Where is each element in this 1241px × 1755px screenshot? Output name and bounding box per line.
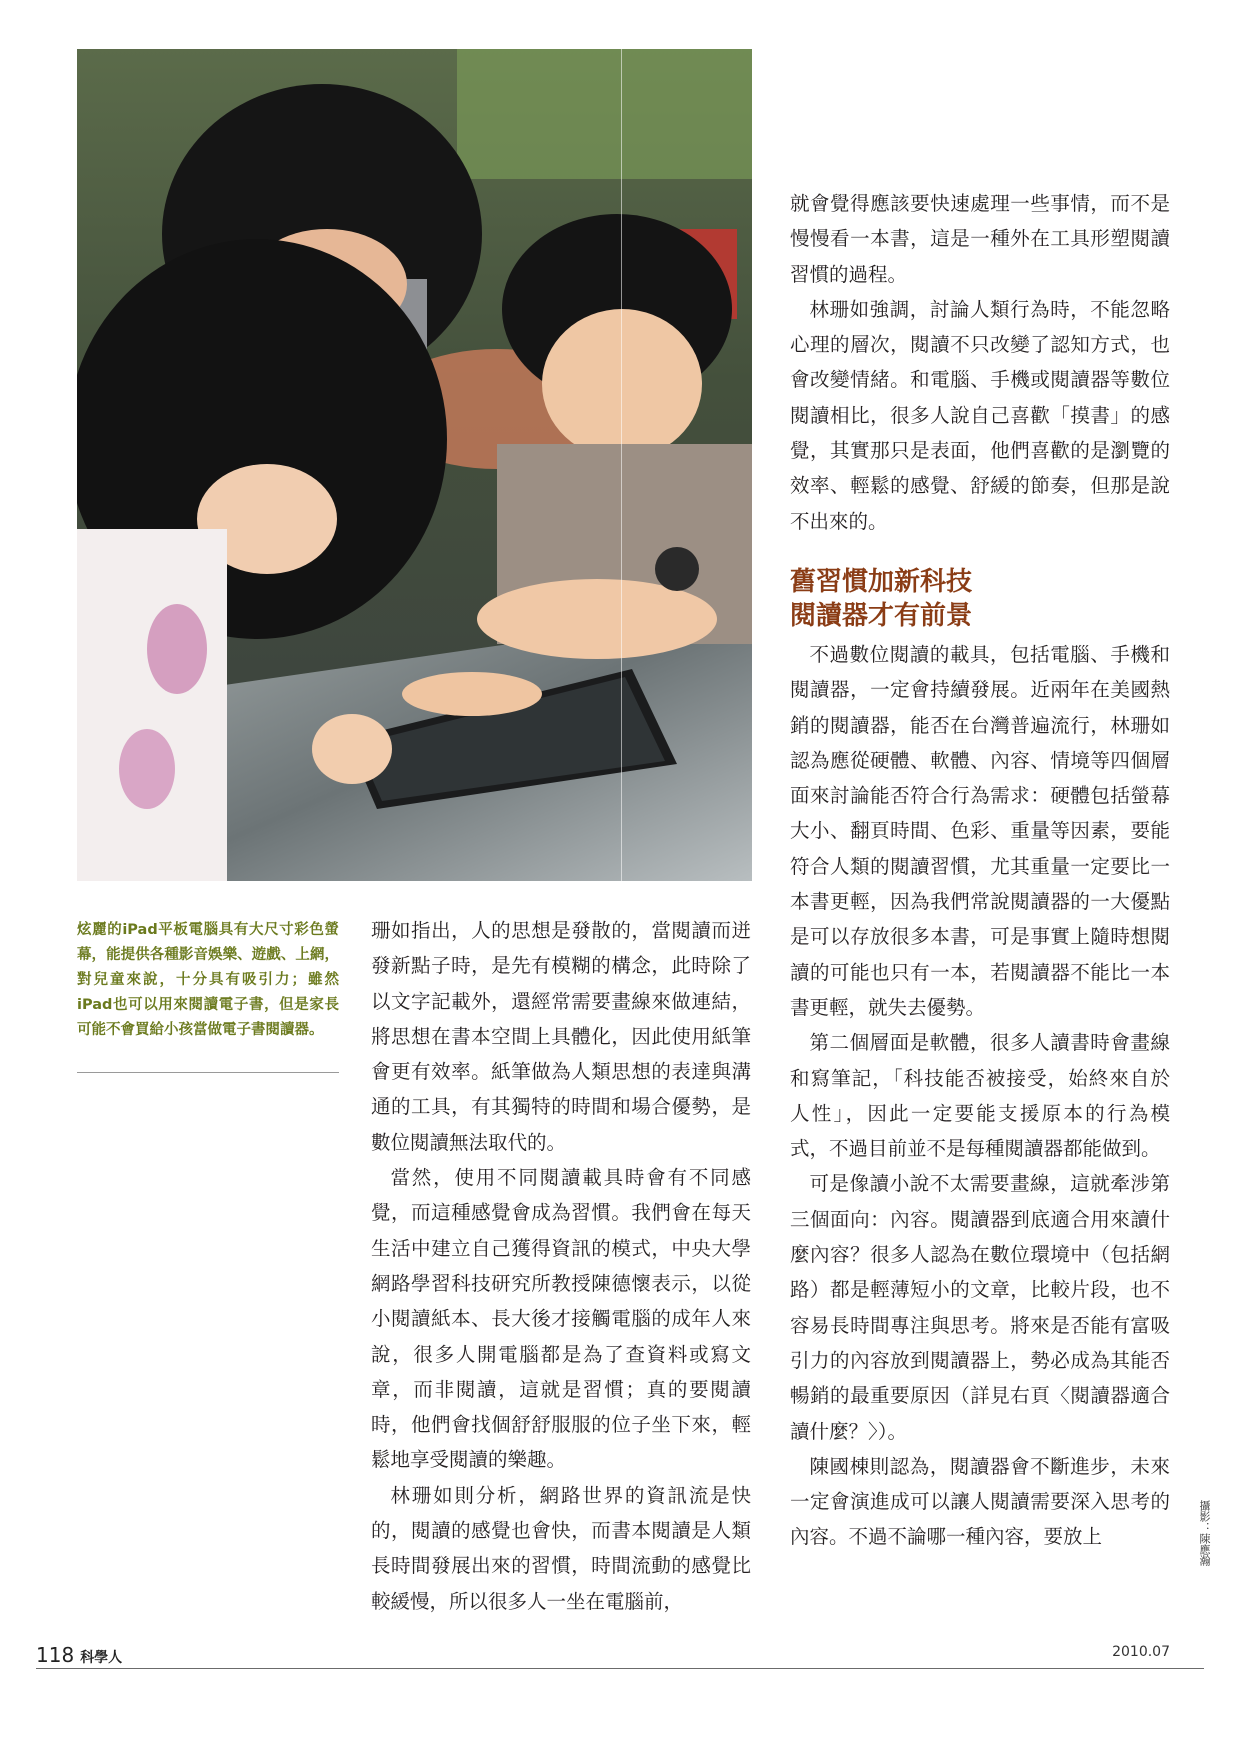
photo-credit: 攝影：陳應瀚 [1198,1500,1211,1566]
heading-line: 閱讀器才有前景 [790,601,973,631]
paragraph: 第二個層面是軟體，很多人讀書時會畫線和寫筆記，「科技能否被接受，始終來自於人性」，因此一定要能支援原本的行為模式，不過目前並不是每種閱讀器都能做到。 [790,1031,1170,1161]
children-tablet-photo [77,49,752,881]
magazine-name: 科學人 [80,1650,123,1666]
photo-fold-line [621,49,622,881]
paragraph: 就會覺得應該要快速處理一些事情，而不是慢慢看一本書，這是一種外在工具形塑閱讀習慣的過程。 [790,192,1170,286]
section-heading [790,565,1170,633]
page-number: 118 [36,1643,75,1667]
paragraph: 林珊如強調，討論人類行為時，不能忽略心理的層次，閱讀不只改變了認知方式，也會改變情緒。和電腦、手機或閱讀器等數位閱讀相比，很多人說自己喜歡「摸書」的感覺，其實那只是表面，他們喜歡的是瀏覽的效率、輕鬆的感覺、舒緩的節奏，但那是說不出來的。 [790,297,1170,533]
issue-date: 2010.07 [1112,1644,1170,1660]
heading-line: 舊習慣加新科技 [790,567,973,597]
paragraph: 可是像讀小說不太需要畫線，這就牽涉第三個面向：內容。閱讀器到底適合用來讀什麼內容？很多人認為在數位環境中（包括網路）都是輕薄短小的文章，比較片段，也不容易長時間專注與思考。將來是否能有富吸引力的內容放到閱讀器上，勢必成為其能否暢銷的最重要原因（詳見右頁〈閱讀器適合讀什麼？〉）。 [790,1172,1170,1443]
photo-illustration [77,49,752,881]
paragraph: 當然，使用不同閱讀載具時會有不同感覺，而這種感覺會成為習慣。我們會在每天生活中建立自己獲得資訊的模式，中央大學網路學習科技研究所教授陳德懷表示，以從小閱讀紙本、長大後才接觸電腦的成年人來說，很多人開電腦都是為了查資料或寫文章，而非閱讀，這就是習慣；真的要閱讀時，他們會找個舒舒服服的位子坐下來，輕鬆地享受閱讀的樂趣。 [371,1166,751,1472]
paragraph: 不過數位閱讀的載具，包括電腦、手機和閱讀器，一定會持續發展。近兩年在美國熱銷的閱讀器，能否在台灣普遍流行，林珊如認為應從硬體、軟體、內容、情境等四個層面來討論能否符合行為需求：硬體包括螢幕大小、翻頁時間、色彩、重量等因素，要能符合人類的閱讀習慣，尤其重量一定要比一本書更輕，因為我們常說閱讀器的一大優點是可以存放很多本書，可是事實上隨時想閱讀的可能也只有一本，若閱讀器不能比一本書更輕，就失去優勢。 [790,643,1170,1019]
right-text-column-top [790,186,1170,539]
right-text-column-bottom [790,637,1170,1555]
paragraph: 珊如指出，人的思想是發散的，當閱讀而迸發新點子時，是先有模糊的構念，此時除了以文字記載外，還經常需要畫線來做連結，將思想在書本空間上具體化，因此使用紙筆會更有效率。紙筆做為人類思想的表達與溝通的工具，有其獨特的時間和場合優勢，是數位閱讀無法取代的。 [371,919,751,1154]
photo-caption: 炫麗的iPad平板電腦具有大尺寸彩色螢幕，能提供各種影音娛樂、遊戲、上網，對兒童來說，十分具有吸引力；雖然iPad也可以用來閱讀電子書，但是家長可能不會買給小孩當做電子書閱讀器。 [77,922,339,1038]
paragraph: 陳國棟則認為，閱讀器會不斷進步，未來一定會演進成可以讓人閱讀需要深入思考的內容。不過不論哪一種內容，要放上 [790,1454,1170,1549]
footer-left [36,1643,122,1667]
paragraph: 林珊如則分析，網路世界的資訊流是快的，閱讀的感覺也會快，而書本閱讀是人類長時間發展出來的習慣，時間流動的感覺比較緩慢，所以很多人一坐在電腦前， [371,1483,751,1613]
caption-divider [77,1072,339,1073]
middle-text-column [371,913,751,1619]
footer-divider [36,1668,1204,1669]
